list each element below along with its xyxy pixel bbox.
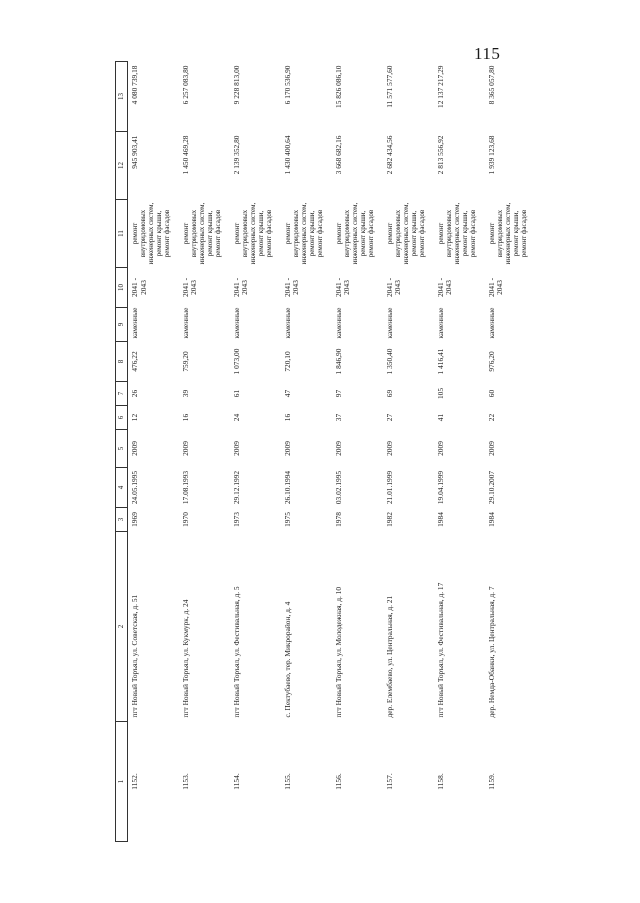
address-cell: дер. Елембаево, ул. Центральная, д. 21 <box>384 595 394 718</box>
column-header: 4 <box>116 468 128 508</box>
column-header: 12 <box>116 132 128 200</box>
period-cell: 2041 - 2043 <box>486 277 505 298</box>
wall-material-cell: каменные <box>384 307 394 339</box>
work-type-line: внутридомовых <box>342 209 351 258</box>
address-cell: дер. Немда-Обанки, ул. Центральная, д. 7 <box>486 586 496 718</box>
row-number: 1158. <box>435 773 445 790</box>
column-header: 11 <box>116 200 128 268</box>
date-cell: 19.04.1999 <box>435 470 445 505</box>
work-type-line: ремонт <box>334 222 343 245</box>
header-row <box>116 62 128 842</box>
total-cost-cell: 12 137 217,29 <box>435 65 445 108</box>
cost-cell: 1 450 469,28 <box>180 135 190 175</box>
total-cost-cell: 4 080 739,18 <box>130 65 139 105</box>
rotated-sheet <box>115 62 555 842</box>
cost-cell: 1 939 123,68 <box>486 135 496 175</box>
area-cell: 1 350,40 <box>384 348 394 375</box>
work-types-cell <box>383 200 434 268</box>
year-built-cell: 1978 <box>333 512 343 527</box>
address-cell: пгт Новый Торъял, ул. Кукмурк, д. 24 <box>180 599 190 718</box>
row-number: 1155. <box>282 773 292 790</box>
count-cell: 26 <box>130 389 139 398</box>
table-row <box>383 62 434 842</box>
work-type-line: ремонт <box>181 222 190 245</box>
date-cell: 26.10.1994 <box>282 470 292 505</box>
work-type-line: внутридомовых <box>189 209 198 258</box>
table-row <box>128 62 179 842</box>
cost-cell: 2 813 556,92 <box>435 135 445 175</box>
area-cell: 1 073,00 <box>231 348 241 375</box>
table-row <box>230 62 281 842</box>
year-built-cell: 1969 <box>130 512 139 527</box>
column-header: 6 <box>116 406 128 430</box>
work-types-cell <box>485 200 536 268</box>
work-type-line: внутридомовых <box>240 209 249 258</box>
work-type-line: ремонт крыши, <box>460 210 469 257</box>
row-number: 1154. <box>231 773 241 790</box>
period-cell: 2041 - 2043 <box>435 277 454 298</box>
work-type-line: ремонт фасадов <box>163 209 172 258</box>
total-cost-cell: 6 170 536,90 <box>282 65 292 105</box>
year-cell: 2009 <box>130 441 139 456</box>
work-type-line: инженерных систем, <box>350 202 359 265</box>
work-type-line: внутридомовых <box>393 209 402 258</box>
work-type-line: ремонт фасадов <box>366 209 375 258</box>
count-cell: 47 <box>282 389 292 398</box>
address-cell: пгт Новый Торъял, ул. Советская, д. 51 <box>130 594 139 718</box>
year-cell: 2009 <box>435 441 445 456</box>
row-number: 1153. <box>180 773 190 790</box>
area-cell: 759,20 <box>180 351 190 372</box>
work-types-cell <box>281 200 332 268</box>
date-cell: 17.08.1993 <box>180 470 190 505</box>
address-cell: с. Пектубаево, тер. Микрорайон, д. 4 <box>282 601 292 718</box>
count-cell: 24 <box>231 413 241 422</box>
work-type-line: ремонт <box>487 222 496 245</box>
total-cost-cell: 8 365 057,80 <box>486 65 496 105</box>
total-cost-cell: 9 228 813,00 <box>231 65 241 105</box>
work-type-line: ремонт <box>436 222 445 245</box>
work-type-line: ремонт <box>283 222 292 245</box>
wall-material-cell: каменные <box>486 307 496 339</box>
count-cell: 16 <box>282 413 292 422</box>
column-header: 10 <box>116 268 128 308</box>
count-cell: 37 <box>333 413 343 422</box>
work-type-line: ремонт фасадов <box>468 209 477 258</box>
work-type-line: ремонт фасадов <box>417 209 426 258</box>
count-cell: 105 <box>435 387 445 400</box>
work-type-line: ремонт <box>385 222 394 245</box>
count-cell: 97 <box>333 389 343 398</box>
table-row <box>281 62 332 842</box>
column-header: 13 <box>116 62 128 132</box>
work-type-line: ремонт крыши, <box>307 210 316 257</box>
table-row <box>485 62 536 842</box>
date-cell: 21.01.1999 <box>384 470 394 505</box>
work-type-line: инженерных систем, <box>503 202 512 265</box>
year-built-cell: 1984 <box>486 512 496 527</box>
work-type-line: инженерных систем, <box>299 202 308 265</box>
work-type-line: внутридомовых <box>291 209 300 258</box>
work-type-line: ремонт крыши, <box>358 210 367 257</box>
year-cell: 2009 <box>384 441 394 456</box>
count-cell: 27 <box>384 413 394 422</box>
work-type-line: ремонт крыши, <box>155 210 164 257</box>
table-row <box>332 62 383 842</box>
wall-material-cell: каменные <box>130 307 139 339</box>
row-number: 1159. <box>486 773 496 790</box>
year-built-cell: 1975 <box>282 512 292 527</box>
work-type-line: внутридомовых <box>139 209 148 258</box>
column-header: 1 <box>116 722 128 842</box>
column-header: 8 <box>116 342 128 382</box>
work-type-line: инженерных систем, <box>452 202 461 265</box>
area-cell: 976,20 <box>486 351 496 372</box>
area-cell: 720,10 <box>282 351 292 372</box>
work-type-line: внутридомовых <box>444 209 453 258</box>
wall-material-cell: каменные <box>282 307 292 339</box>
period-cell: 2041 - 2043 <box>333 277 352 298</box>
total-cost-cell: 15 826 086,10 <box>333 65 343 108</box>
cost-cell: 2 682 434,56 <box>384 135 394 175</box>
count-cell: 60 <box>486 389 496 398</box>
period-cell: 2041 - 2043 <box>384 277 403 298</box>
work-type-line: инженерных систем, <box>147 202 156 265</box>
column-header: 9 <box>116 308 128 342</box>
row-number: 1157. <box>384 773 394 790</box>
address-cell: пгт Новый Торъял, ул. Фестивальная, д. 5 <box>231 586 241 718</box>
work-type-line: ремонт <box>131 222 139 245</box>
column-header: 5 <box>116 430 128 468</box>
table-row <box>179 62 230 842</box>
total-cost-cell: 11 571 577,60 <box>384 65 394 108</box>
count-cell: 41 <box>435 413 445 422</box>
period-cell: 2041 - 2043 <box>282 277 301 298</box>
cost-cell: 3 668 682,16 <box>333 135 343 175</box>
work-type-line: ремонт крыши, <box>256 210 265 257</box>
cost-cell: 945 903,41 <box>130 135 139 169</box>
work-type-line: ремонт крыши, <box>511 210 520 257</box>
count-cell: 12 <box>130 413 139 422</box>
date-cell: 03.02.1995 <box>333 470 343 505</box>
area-cell: 1 416,41 <box>435 348 445 375</box>
work-types-cell <box>230 200 281 268</box>
count-cell: 61 <box>231 389 241 398</box>
work-types-cell <box>179 200 230 268</box>
area-cell: 476,22 <box>130 351 139 372</box>
address-cell: пгт Новый Торъял, ул. Фестивальная, д. 17 <box>435 582 445 718</box>
column-header: 7 <box>116 382 128 406</box>
work-type-line: инженерных систем, <box>248 202 257 265</box>
count-cell: 69 <box>384 389 394 398</box>
date-cell: 24.05.1995 <box>130 470 139 505</box>
work-type-line: ремонт фасадов <box>519 209 528 258</box>
column-header: 2 <box>116 532 128 722</box>
work-types-cell <box>332 200 383 268</box>
count-cell: 16 <box>180 413 190 422</box>
page-number: 115 <box>474 44 501 63</box>
wall-material-cell: каменные <box>333 307 343 339</box>
date-cell: 29.10.2007 <box>486 470 496 505</box>
cost-cell: 1 430 400,64 <box>282 135 292 175</box>
count-cell: 22 <box>486 413 496 422</box>
work-type-line: ремонт фасадов <box>213 209 222 258</box>
work-type-line: инженерных систем, <box>401 202 410 265</box>
row-number: 1152. <box>130 773 139 790</box>
row-number: 1156. <box>333 773 343 790</box>
work-type-line: ремонт крыши, <box>409 210 418 257</box>
work-type-line: инженерных систем, <box>197 202 206 265</box>
work-type-line: ремонт крыши, <box>205 210 214 257</box>
date-cell: 29.12.1992 <box>231 470 241 505</box>
period-cell: 2041 - 2043 <box>180 277 199 298</box>
work-types-cell <box>434 200 485 268</box>
table-row <box>434 62 485 842</box>
count-cell: 39 <box>180 389 190 398</box>
repair-schedule-table <box>115 61 536 842</box>
work-type-line: ремонт фасадов <box>315 209 324 258</box>
wall-material-cell: каменные <box>231 307 241 339</box>
total-cost-cell: 6 257 083,80 <box>180 65 190 105</box>
year-cell: 2009 <box>486 441 496 456</box>
year-cell: 2009 <box>333 441 343 456</box>
column-header: 3 <box>116 508 128 532</box>
cost-cell: 2 139 352,80 <box>231 135 241 175</box>
wall-material-cell: каменные <box>180 307 190 339</box>
work-type-line: ремонт <box>232 222 241 245</box>
year-built-cell: 1970 <box>180 512 190 527</box>
work-type-line: ремонт фасадов <box>264 209 273 258</box>
year-built-cell: 1973 <box>231 512 241 527</box>
year-cell: 2009 <box>231 441 241 456</box>
period-cell: 2041 - 2043 <box>130 277 148 298</box>
year-built-cell: 1982 <box>384 512 394 527</box>
wall-material-cell: каменные <box>435 307 445 339</box>
work-types-cell <box>128 200 179 268</box>
area-cell: 1 846,90 <box>333 348 343 375</box>
work-type-line: внутридомовых <box>495 209 504 258</box>
year-cell: 2009 <box>282 441 292 456</box>
year-built-cell: 1984 <box>435 512 445 527</box>
period-cell: 2041 - 2043 <box>231 277 250 298</box>
address-cell: пгт Новый Торъял, ул. Молодежная, д. 10 <box>333 586 343 718</box>
year-cell: 2009 <box>180 441 190 456</box>
